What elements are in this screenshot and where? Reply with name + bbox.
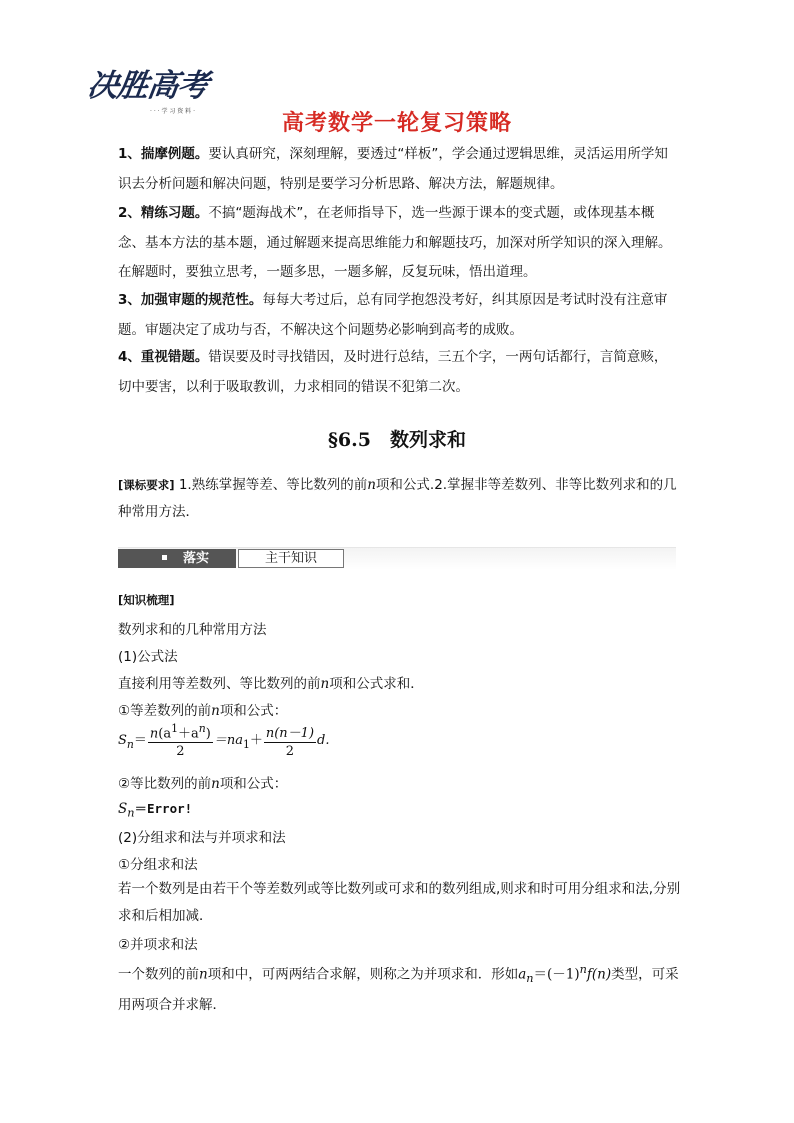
- fraction-2: [264, 722, 316, 759]
- frac2-num: n(n－1): [265, 726, 315, 742]
- frac1-n: n: [149, 726, 159, 742]
- var-a-sub: n: [526, 972, 534, 986]
- geo-lhs-sub: n: [127, 806, 135, 820]
- text: 类型，可采用两项合并求解．: [118, 966, 679, 1014]
- strategy-1: [118, 140, 680, 199]
- frac1-close: ): [205, 726, 211, 742]
- subheading-formula-method: (1)公式法: [118, 649, 178, 665]
- frac1-a: (a: [158, 726, 172, 742]
- banner-light-label: 主干知识: [238, 549, 344, 568]
- formula-tail: d.: [317, 733, 330, 749]
- formula-mid-sub: 1: [242, 737, 250, 751]
- requirements-n: n: [367, 477, 376, 493]
- frac1-sup1: 1: [171, 722, 178, 735]
- formula-method-intro: [118, 672, 680, 692]
- arithmetic-sum-label: [118, 699, 680, 719]
- strategy-text: 错误要及时寻找错因，及时进行总结，三五个字，一两句话都行，言简意赅，切中要害，以利于吸取教训，力求相同的错误不犯第二次。: [118, 349, 668, 395]
- strategy-label: 4、重视错题。: [118, 349, 209, 365]
- section-banner: [118, 547, 676, 570]
- section-title: §6.5 数列求和: [328, 429, 466, 451]
- formula-mid: ＝na: [213, 733, 243, 749]
- logo-text: 决胜高考: [84, 68, 211, 104]
- var-a: a: [518, 966, 527, 983]
- text: 项和中，可两两结合求解，则称之为并项求和．形如: [207, 966, 519, 983]
- strategy-text: 不搞“题海战术”，在老师指导下，选一些源于课本的变式题，或体现基本概念、基本方法的基本题，通过解题来提高思维能力和解题技巧，加深对所学知识的深入理解。在解题时，要独立思考，一题多思，一题多解，反复玩味，悟出道理。: [118, 205, 672, 280]
- formula-lhs: S: [118, 733, 127, 749]
- merge-sum-text: [118, 956, 684, 1019]
- text: 一个数列的前: [118, 966, 199, 983]
- strategy-4: [118, 343, 680, 402]
- logo-subtitle: · · · 学 习 资 料 ·: [150, 108, 195, 115]
- arithmetic-sum-formula: $S_n=$ $\frac{n(a^1+a^n)}{2}$ $=na_1+$ $\frac{n(n-1)}{2}$ d.: [118, 722, 330, 760]
- frac1-plus-a: ＋a: [178, 726, 199, 742]
- group-sum-text: 若一个数列是由若干个等差数列或等比数列或可求和的数列组成,则求和时可用分组求和法,分别求和后相加减．: [118, 881, 681, 924]
- var-f: f(n): [586, 966, 612, 983]
- strategy-label: 2、精练习题。: [118, 205, 209, 221]
- text: ＝(－1): [533, 966, 580, 983]
- subheading-group-sum: ①分组求和法: [118, 857, 198, 873]
- frac2-den: 2: [285, 744, 295, 760]
- var-n: n: [211, 776, 220, 792]
- knowledge-heading: 数列求和的几种常用方法: [118, 622, 267, 638]
- var-sup: n: [579, 963, 587, 976]
- strategy-3: [118, 286, 680, 345]
- subheading-group-merge: (2)分组求和法与并项求和法: [118, 830, 286, 846]
- strategy-text: 每每大考过后，总有同学抱怨没考好，纠其原因是考试时没有注意审题。审题决定了成功与否，不解决这个问题势必影响到高考的成败。: [118, 292, 668, 338]
- strategy-2: [118, 199, 680, 288]
- frac1-den: 2: [176, 744, 185, 760]
- subheading-merge-sum: ②并项求和法: [118, 937, 198, 953]
- formula-plus: ＋: [249, 733, 263, 749]
- geometric-sum-label: [118, 772, 680, 792]
- page-title: 高考数学一轮复习策略: [281, 111, 512, 136]
- text: 直接利用等差数列、等比数列的前: [118, 676, 321, 692]
- banner-dark-text: 落实: [183, 551, 210, 566]
- geometric-sum-formula: [118, 799, 680, 820]
- strategy-label: 1、揣摩例题。: [118, 146, 209, 162]
- text: ②等比数列的前: [118, 776, 212, 792]
- var-n: n: [211, 703, 220, 719]
- requirements-text-b: 项和公式.2.掌握非等差数列、非等比数列求和的几种常用方法．: [118, 477, 677, 520]
- formula-lhs-sub: n: [126, 737, 134, 751]
- strategy-text: 要认真研究，深刻理解，要透过“样板”，学会通过逻辑思维，灵活运用所学知识去分析问题和解决问题，特别是要学习分析思路、解决方法，解题规律。: [118, 146, 668, 192]
- geo-rhs: ＝Error!: [134, 801, 193, 816]
- text: 项和公式：: [219, 776, 288, 792]
- text: 项和公式求和．: [329, 676, 424, 692]
- knowledge-tag: [知识梳理]: [118, 593, 175, 607]
- var-n: n: [320, 676, 330, 692]
- text: 项和公式：: [219, 703, 288, 719]
- text: ①等差数列的前: [118, 703, 212, 719]
- frac1-sup2: n: [198, 722, 206, 735]
- strategy-label: 3、加强审题的规范性。: [118, 292, 263, 308]
- banner-dark-label: [118, 549, 236, 568]
- requirements-tag: [课标要求]: [118, 478, 175, 492]
- course-requirements: [118, 472, 680, 526]
- var-n: n: [199, 966, 208, 983]
- requirements-text-a: 1.熟练掌握等差、等比数列的前: [178, 477, 368, 493]
- fraction-1: [148, 722, 213, 759]
- geo-lhs: S: [118, 801, 128, 817]
- square-bullet-icon: [162, 555, 167, 560]
